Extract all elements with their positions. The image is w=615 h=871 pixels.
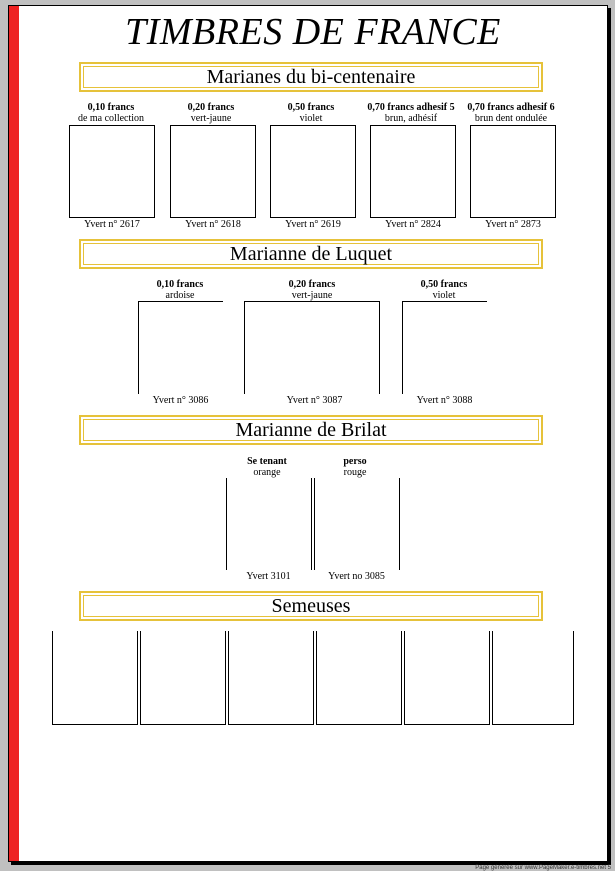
section-title: Marianne de Brilat [83, 419, 539, 441]
stamp-slot [470, 125, 556, 218]
stamp-label: 0,70 francs adhesif 6 brun dent ondulée [467, 102, 555, 124]
album-page [8, 5, 608, 862]
yvert-reference: Yvert 3101 [246, 571, 291, 582]
yvert-reference: Yvert n° 2824 [385, 219, 441, 230]
stamp-label: 0,50 francs violet [420, 279, 468, 301]
page-footer: Page générée sur www.PageMaker.e-timbres.net 5 [475, 865, 611, 871]
yvert-reference: Yvert n° 3088 [416, 395, 473, 406]
stamp-label: perso rouge [343, 456, 367, 478]
slot-border [399, 478, 400, 570]
yvert-reference: Yvert n° 2618 [185, 219, 241, 230]
stamp-slot [69, 125, 155, 218]
yvert-reference: Yvert n° 2873 [485, 219, 541, 230]
yvert-reference: Yvert n° 2617 [84, 219, 140, 230]
section-header-bicentenaire [79, 62, 543, 92]
stamp-label: 0,20 francs vert-jaune [288, 279, 336, 301]
section-title: Marianne de Luquet [83, 243, 539, 265]
stamp-label: 0,10 francs de ma collection [77, 102, 145, 124]
stamp-label: 0,70 francs adhesif 5 brun, adhésif [367, 102, 455, 124]
section-header-semeuses [79, 591, 543, 621]
stamp-slot [138, 301, 223, 394]
stamp-slot [402, 301, 487, 394]
section-header-luquet [79, 239, 543, 269]
page-title: TIMBRES DE FRANCE [125, 11, 501, 53]
stamp-slot [270, 125, 356, 218]
yvert-reference: Yvert no 3085 [328, 571, 385, 582]
stamp-label: Se tenant orange [247, 456, 287, 478]
stamp-slot [244, 301, 380, 394]
stamp-slot [140, 631, 226, 725]
stamp-slot [52, 631, 138, 725]
yvert-reference: Yvert n° 2619 [285, 219, 341, 230]
stamp-slot [316, 631, 402, 725]
stamp-slot [170, 125, 256, 218]
yvert-reference: Yvert n° 3086 [152, 395, 209, 406]
section-header-brilat [79, 415, 543, 445]
section-title: Semeuses [83, 595, 539, 617]
stamp-slot [492, 631, 574, 725]
slot-border [314, 478, 315, 570]
slot-border [226, 478, 227, 570]
page-margin-bar [9, 6, 19, 861]
stamp-slot [404, 631, 490, 725]
stamp-label: 0,50 francs violet [287, 102, 335, 124]
stamp-label: 0,20 francs vert-jaune [187, 102, 235, 124]
slot-border [311, 478, 312, 570]
stamp-label: 0,10 francs ardoise [156, 279, 204, 301]
yvert-reference: Yvert n° 3087 [286, 395, 343, 406]
section-title: Marianes du bi-centenaire [83, 66, 539, 88]
stamp-slot [370, 125, 456, 218]
stamp-slot [228, 631, 314, 725]
